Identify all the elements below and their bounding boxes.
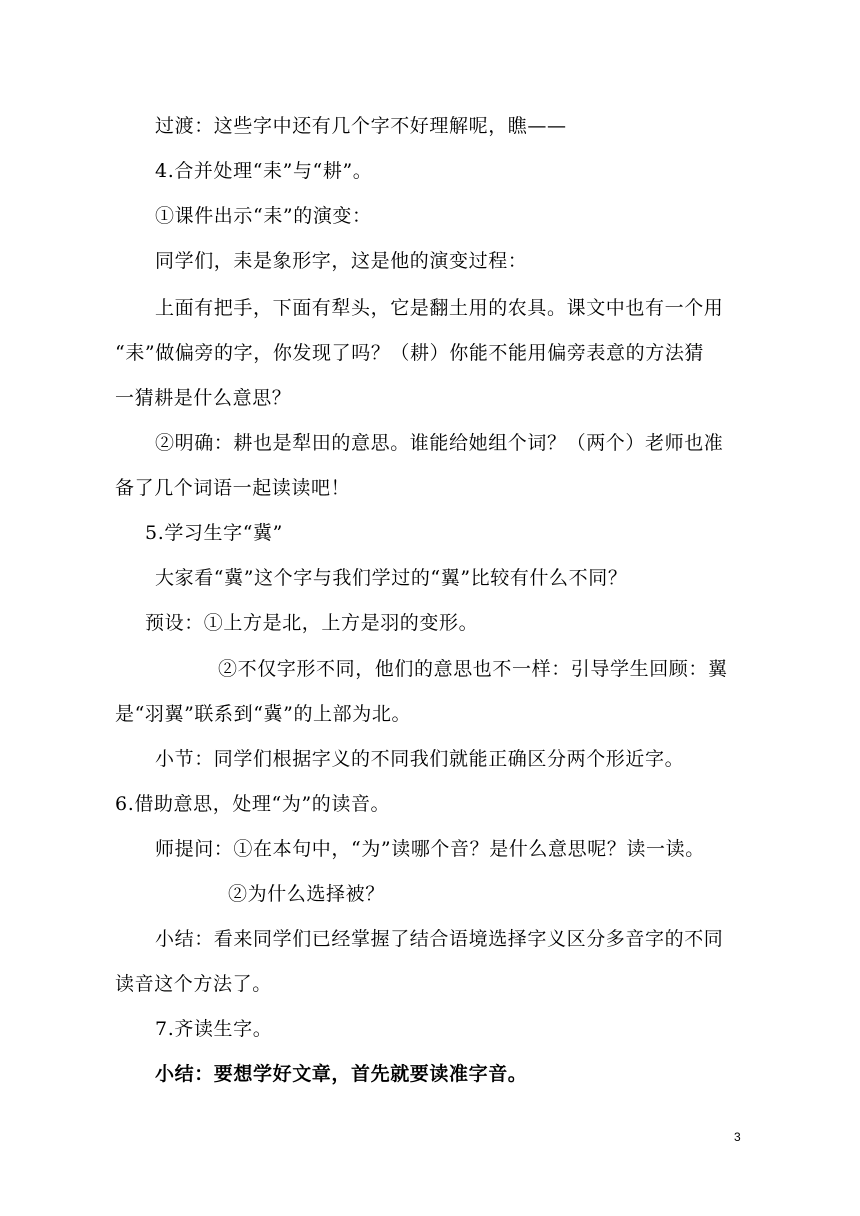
courseware-line: ①课件出示“耒”的演变： — [155, 205, 372, 227]
bold-summary-line: 小结：要想学好文章，首先就要读准字音。 — [155, 1063, 528, 1085]
paragraph-line: “耒”做偏旁的字，你发现了吗？（耕）你能不能用偏旁表意的方法猜 — [115, 342, 705, 364]
transition-line: 过渡：这些字中还有几个字不好理解呢，瞧—— — [155, 115, 567, 137]
paragraph-line: 一猜耕是什么意思？ — [115, 387, 292, 409]
summary-line: 小结：看来同学们已经掌握了结合语境选择字义区分多音字的不同 — [155, 928, 724, 950]
section-6-heading: 6.借助意思，处理“为”的读音。 — [115, 793, 391, 815]
section-7-heading: 7.齐读生字。 — [155, 1018, 273, 1040]
page-number: 3 — [734, 1130, 741, 1144]
summary-line: 小节：同学们根据字义的不同我们就能正确区分两个形近字。 — [155, 748, 685, 770]
paragraph-line: 是“羽翼”联系到“冀”的上部为北。 — [115, 703, 412, 725]
question-line-2: ②为什么选择被？ — [228, 883, 385, 905]
question-line: 师提问：①在本句中，“为”读哪个音？是什么意思呢？读一读。 — [155, 838, 705, 860]
preset-line: 预设：①上方是北，上方是羽的变形。 — [145, 612, 479, 634]
section-4-heading: 4.合并处理“耒”与“耕”。 — [155, 160, 373, 182]
paragraph-line: ②明确：耕也是犁田的意思。谁能给她组个词？（两个）老师也准 — [155, 432, 724, 454]
paragraph-line: 同学们，耒是象形字，这是他的演变过程： — [155, 250, 528, 272]
preset-line-2: ②不仅字形不同，他们的意思也不一样：引导学生回顾：翼 — [218, 658, 728, 680]
paragraph-line: 大家看“冀”这个字与我们学过的“翼”比较有什么不同？ — [155, 567, 628, 589]
paragraph-line: 读音这个方法了。 — [115, 973, 272, 995]
section-5-heading: 5.学习生字“冀” — [145, 522, 283, 544]
paragraph-line: 备了几个词语一起读读吧！ — [115, 477, 351, 499]
paragraph-line: 上面有把手，下面有犁头，它是翻土用的农具。课文中也有一个用 — [155, 297, 724, 319]
